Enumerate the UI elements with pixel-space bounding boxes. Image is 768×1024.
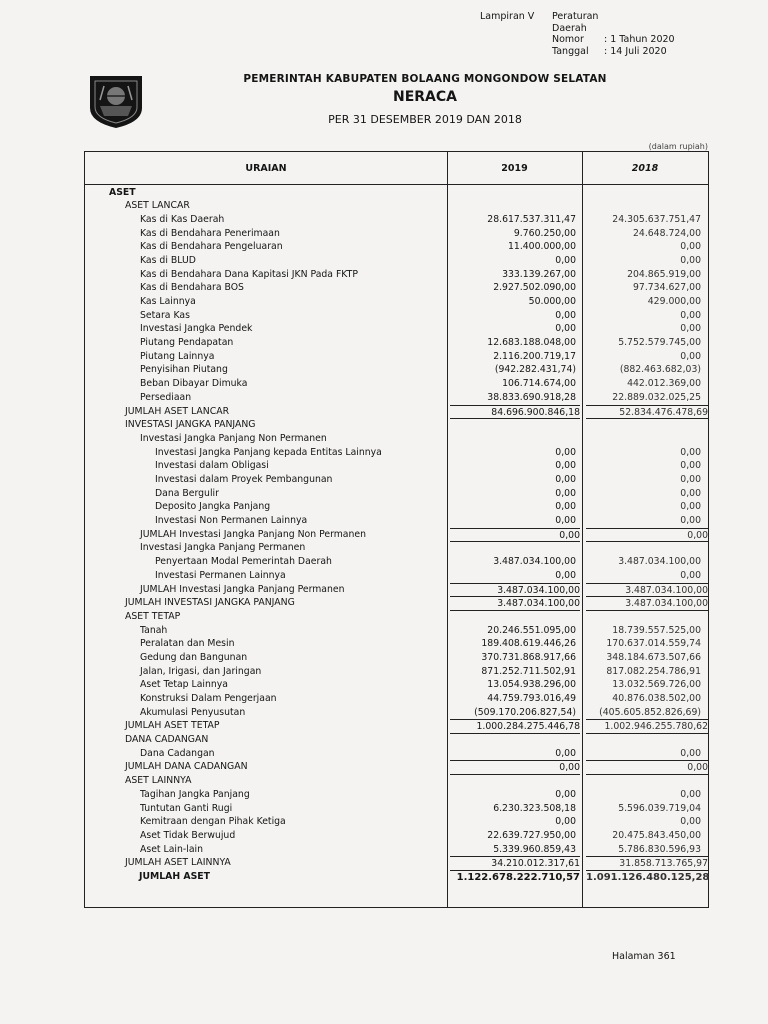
- table-row: [85, 254, 708, 268]
- row-label: Kas di Bendahara Penerimaan: [140, 227, 280, 239]
- value-2018: 0,00: [680, 487, 701, 499]
- value-2019: 871.252.711.502,91: [481, 665, 576, 677]
- value-2019: 189.408.619.446,26: [481, 638, 576, 650]
- table-row: [85, 692, 708, 706]
- value-2018: [586, 418, 708, 419]
- value-2018: 0,00: [680, 241, 701, 253]
- row-label: Setara Kas: [140, 309, 190, 321]
- row-label: Investasi Jangka Panjang Permanen: [140, 542, 306, 554]
- value-2019: [450, 541, 580, 542]
- value-2019: 0,00: [555, 501, 576, 513]
- currency-unit-note: (dalam rupiah): [648, 142, 708, 151]
- value-2018: 5.596.039.719,04: [618, 802, 701, 814]
- value-2018: 0,00: [680, 501, 701, 513]
- value-2019: 0,00: [555, 747, 576, 759]
- value-2018: [586, 733, 708, 734]
- value-2018: 204.865.919,00: [627, 268, 701, 280]
- value-2018: 0,00: [680, 309, 701, 321]
- value-2019: 0,00: [555, 254, 576, 266]
- row-label: JUMLAH DANA CADANGAN: [125, 761, 248, 773]
- value-2018: 0,00: [680, 350, 701, 362]
- table-row: [85, 240, 708, 254]
- value-2019: 22.639.727.950,00: [487, 829, 576, 841]
- table-row: [85, 678, 708, 692]
- value-2018: 0,00: [680, 569, 701, 581]
- table-row: [85, 815, 708, 829]
- value-2019: 84.696.900.846,18: [450, 405, 580, 420]
- row-label: JUMLAH Investasi Jangka Panjang Permanen: [140, 583, 345, 595]
- row-label: Kas di Bendahara BOS: [140, 282, 244, 294]
- value-2018: 1.002.946.255.780,62: [586, 719, 708, 734]
- value-2019: 0,00: [555, 487, 576, 499]
- value-2018: 31.858.713.765,97: [586, 856, 708, 871]
- row-label: Peralatan dan Mesin: [140, 638, 235, 650]
- row-label: DANA CADANGAN: [125, 734, 209, 746]
- column-header-2018: 2018: [631, 162, 659, 174]
- page-number: Halaman 361: [612, 951, 676, 962]
- row-label: Tanah: [140, 624, 168, 636]
- row-label: Investasi Permanen Lainnya: [155, 569, 286, 581]
- table-row: [85, 788, 708, 802]
- value-2018: 0,00: [680, 254, 701, 266]
- value-2019: 5.339.960.859,43: [493, 843, 576, 855]
- table-row: [85, 186, 708, 200]
- table-row: [85, 541, 708, 555]
- table-row: [85, 213, 708, 227]
- table-row: [85, 774, 708, 788]
- value-2019: 0,00: [555, 446, 576, 458]
- row-label: Persediaan: [140, 391, 192, 403]
- meta-value: : 14 Juli 2020: [604, 45, 667, 57]
- table-row: [85, 870, 708, 884]
- row-label: JUMLAH INVESTASI JANGKA PANJANG: [125, 597, 295, 609]
- value-2019: 28.617.537.311,47: [487, 213, 576, 225]
- value-2019: 11.400.000,00: [507, 241, 576, 253]
- table-row: [85, 569, 708, 583]
- table-row: [85, 802, 708, 816]
- meta-key: Nomor: [552, 34, 584, 45]
- balance-sheet-table: [84, 151, 709, 908]
- value-2019: 0,00: [555, 816, 576, 828]
- value-2019: 0,00: [555, 473, 576, 485]
- value-2019: [450, 418, 580, 419]
- row-label: Investasi dalam Proyek Pembangunan: [155, 473, 333, 485]
- row-label: ASET TETAP: [125, 610, 181, 622]
- value-2019: 9.760.250,00: [513, 227, 576, 239]
- value-2018: 52.834.476.478,69: [586, 405, 708, 420]
- value-2018: 0,00: [680, 816, 701, 828]
- value-2018: 5.752.579.745,00: [618, 337, 701, 349]
- value-2018: 5.786.830.596,93: [618, 843, 701, 855]
- value-2018: 0,00: [586, 760, 708, 775]
- row-label: Kas di Kas Daerah: [140, 213, 225, 225]
- row-label: Jalan, Irigasi, dan Jaringan: [140, 665, 262, 677]
- table-row: [85, 322, 708, 336]
- table-row: [85, 719, 708, 733]
- value-2019: 3.487.034.100,00: [450, 583, 580, 598]
- row-label: Tagihan Jangka Panjang: [140, 788, 250, 800]
- value-2018: (882.463.682,03): [619, 364, 701, 376]
- value-2019: 20.246.551.095,00: [487, 624, 576, 636]
- table-row: [85, 706, 708, 720]
- table-row: [85, 514, 708, 528]
- value-2018: 170.637.014.559,74: [606, 638, 701, 650]
- row-label: Dana Cadangan: [140, 747, 215, 759]
- meta-key: Tanggal: [552, 45, 589, 57]
- row-label: Dana Bergulir: [155, 487, 219, 499]
- table-row: [85, 555, 708, 569]
- value-2019: 370.731.868.917,66: [481, 651, 576, 663]
- table-row: [85, 500, 708, 514]
- value-2019: 0,00: [555, 788, 576, 800]
- value-2018: 20.475.843.450,00: [612, 829, 701, 841]
- row-label: Kas di Bendahara Pengeluaran: [140, 241, 283, 253]
- row-label: ASET LANCAR: [125, 200, 190, 212]
- row-label: Aset Tetap Lainnya: [140, 679, 228, 691]
- table-row: [85, 856, 708, 870]
- table-row: [85, 377, 708, 391]
- row-label: Kemitraan dengan Pihak Ketiga: [140, 816, 286, 828]
- table-row: [85, 829, 708, 843]
- table-row: [85, 733, 708, 747]
- row-label: Investasi Jangka Panjang Non Permanen: [140, 432, 327, 444]
- table-row: [85, 199, 708, 213]
- value-2019: (942.282.431,74): [494, 364, 576, 376]
- table-row: [85, 309, 708, 323]
- value-2019: 1.000.284.275.446,78: [450, 719, 580, 734]
- value-2018: 3.487.034.100,00: [618, 556, 701, 568]
- value-2019: (509.170.206.827,54): [474, 706, 576, 718]
- value-2018: 0,00: [680, 446, 701, 458]
- column-header-2019: 2019: [501, 162, 528, 174]
- row-label: Gedung dan Bangunan: [140, 651, 248, 663]
- row-label: Kas di BLUD: [140, 254, 196, 266]
- value-2019: 0,00: [450, 760, 580, 775]
- row-label: Tuntutan Ganti Rugi: [140, 802, 233, 814]
- row-label: JUMLAH ASET LANCAR: [125, 405, 230, 417]
- value-2019: 0,00: [555, 323, 576, 335]
- table-row: [85, 487, 708, 501]
- value-2018: 3.487.034.100,00: [586, 583, 708, 598]
- period-subtitle: PER 31 DESEMBER 2019 DAN 2018: [328, 113, 522, 126]
- regulation-meta: [552, 11, 675, 57]
- value-2018: 1.091.126.480.125,28: [586, 872, 710, 883]
- table-row: [85, 665, 708, 679]
- value-2018: 13.032.569.726,00: [612, 679, 701, 691]
- value-2018: 18.739.557.525,00: [612, 624, 701, 636]
- row-label: JUMLAH ASET LAINNYA: [125, 857, 231, 869]
- value-2019: 44.759.793.016,49: [487, 693, 576, 705]
- value-2019: 0,00: [450, 528, 580, 543]
- value-2019: 0,00: [555, 569, 576, 581]
- row-label: Deposito Jangka Panjang: [155, 501, 271, 513]
- table-row: [85, 459, 708, 473]
- table-row: [85, 391, 708, 405]
- document-title: NERACA: [392, 89, 457, 105]
- row-label: ASET: [109, 186, 136, 198]
- value-2018: 24.305.637.751,47: [612, 213, 701, 225]
- row-label: JUMLAH Investasi Jangka Panjang Non Permanen: [140, 528, 367, 540]
- value-2018: [586, 774, 708, 775]
- value-2018: 0,00: [586, 528, 708, 543]
- row-label: Aset Tidak Berwujud: [140, 829, 236, 841]
- table-row: [85, 350, 708, 364]
- value-2019: 50.000,00: [528, 296, 576, 308]
- value-2018: 3.487.034.100,00: [586, 596, 708, 611]
- table-row: [85, 295, 708, 309]
- value-2018: 0,00: [680, 473, 701, 485]
- row-label: Investasi Jangka Pendek: [140, 323, 253, 335]
- value-2019: 2.116.200.719,17: [493, 350, 576, 362]
- value-2019: 3.487.034.100,00: [493, 556, 576, 568]
- table-row: [85, 336, 708, 350]
- value-2018: 40.876.038.502,00: [612, 693, 701, 705]
- value-2018: 0,00: [680, 747, 701, 759]
- row-label: Investasi Non Permanen Lainnya: [155, 515, 308, 527]
- table-row: [85, 528, 708, 542]
- value-2018: 0,00: [680, 788, 701, 800]
- table-row: [85, 624, 708, 638]
- value-2018: 24.648.724,00: [632, 227, 701, 239]
- value-2019: 6.230.323.508,18: [493, 802, 576, 814]
- table-row: [85, 446, 708, 460]
- value-2019: 0,00: [555, 309, 576, 321]
- value-2018: 442.012.369,00: [627, 378, 701, 390]
- row-label: Kas di Bendahara Dana Kapitasi JKN Pada FKTP: [140, 268, 358, 280]
- row-label: Penyisihan Piutang: [140, 364, 228, 376]
- value-2019: 12.683.188.048,00: [487, 337, 576, 349]
- table-row: [85, 583, 708, 597]
- table-row: [85, 363, 708, 377]
- value-2018: 22.889.032.025,25: [612, 391, 701, 403]
- row-label: Piutang Pendapatan: [140, 337, 234, 349]
- value-2018: 429.000,00: [647, 296, 701, 308]
- row-label: Beban Dibayar Dimuka: [140, 378, 248, 390]
- row-label: Konstruksi Dalam Pengerjaan: [140, 693, 277, 705]
- value-2018: [586, 541, 708, 542]
- value-2019: [450, 733, 580, 734]
- row-label: Investasi dalam Obligasi: [155, 460, 269, 472]
- value-2018: [586, 610, 708, 611]
- row-label: ASET LAINNYA: [125, 775, 192, 787]
- value-2019: 333.139.267,00: [502, 268, 576, 280]
- table-row: [85, 747, 708, 761]
- value-2018: 0,00: [680, 323, 701, 335]
- value-2019: 1.122.678.222.710,57: [450, 870, 580, 885]
- table-row: [85, 760, 708, 774]
- table-row: [85, 637, 708, 651]
- row-label: Aset Lain-lain: [140, 843, 203, 855]
- lampiran-label: Lampiran V: [480, 11, 535, 22]
- row-label: Penyertaan Modal Pemerintah Daerah: [155, 556, 332, 568]
- table-row: [85, 651, 708, 665]
- value-2019: 38.833.690.918,28: [487, 391, 576, 403]
- value-2019: 0,00: [555, 460, 576, 472]
- value-2018: 817.082.254.786,91: [606, 665, 701, 677]
- value-2019: 0,00: [555, 515, 576, 527]
- row-label: INVESTASI JANGKA PANJANG: [125, 419, 256, 431]
- government-name: PEMERINTAH KABUPATEN BOLAANG MONGONDOW SELATAN: [243, 73, 607, 85]
- meta-key: Peraturan Daerah: [552, 11, 599, 34]
- row-label: JUMLAH ASET: [139, 871, 210, 882]
- table-row: [85, 432, 708, 446]
- table-row: [85, 281, 708, 295]
- table-row: [85, 227, 708, 241]
- value-2019: [450, 774, 580, 775]
- value-2019: [450, 610, 580, 611]
- value-2018: 97.734.627,00: [632, 282, 701, 294]
- column-header-uraian: URAIAN: [245, 162, 287, 174]
- row-label: Kas Lainnya: [140, 296, 196, 308]
- table-row: [85, 268, 708, 282]
- value-2019: 34.210.012.317,61: [450, 856, 580, 871]
- value-2018: 348.184.673.507,66: [606, 651, 701, 663]
- value-2019: 106.714.674,00: [502, 378, 576, 390]
- value-2019: 13.054.938.296,00: [487, 679, 576, 691]
- value-2018: (405.605.852.826,69): [599, 706, 701, 718]
- row-label: JUMLAH ASET TETAP: [125, 720, 220, 732]
- row-label: Piutang Lainnya: [140, 350, 215, 362]
- value-2019: 2.927.502.090,00: [493, 282, 576, 294]
- table-row: [85, 843, 708, 857]
- row-label: Investasi Jangka Panjang kepada Entitas Lainnya: [155, 446, 382, 458]
- value-2018: 0,00: [680, 515, 701, 527]
- meta-value: : 1 Tahun 2020: [604, 34, 675, 45]
- row-label: Akumulasi Penyusutan: [140, 706, 246, 718]
- regency-emblem-icon: [86, 72, 146, 130]
- value-2019: 3.487.034.100,00: [450, 596, 580, 611]
- table-row: [85, 610, 708, 624]
- value-2018: 0,00: [680, 460, 701, 472]
- table-row: [85, 405, 708, 419]
- table-row: [85, 596, 708, 610]
- table-row: [85, 473, 708, 487]
- table-row: [85, 418, 708, 432]
